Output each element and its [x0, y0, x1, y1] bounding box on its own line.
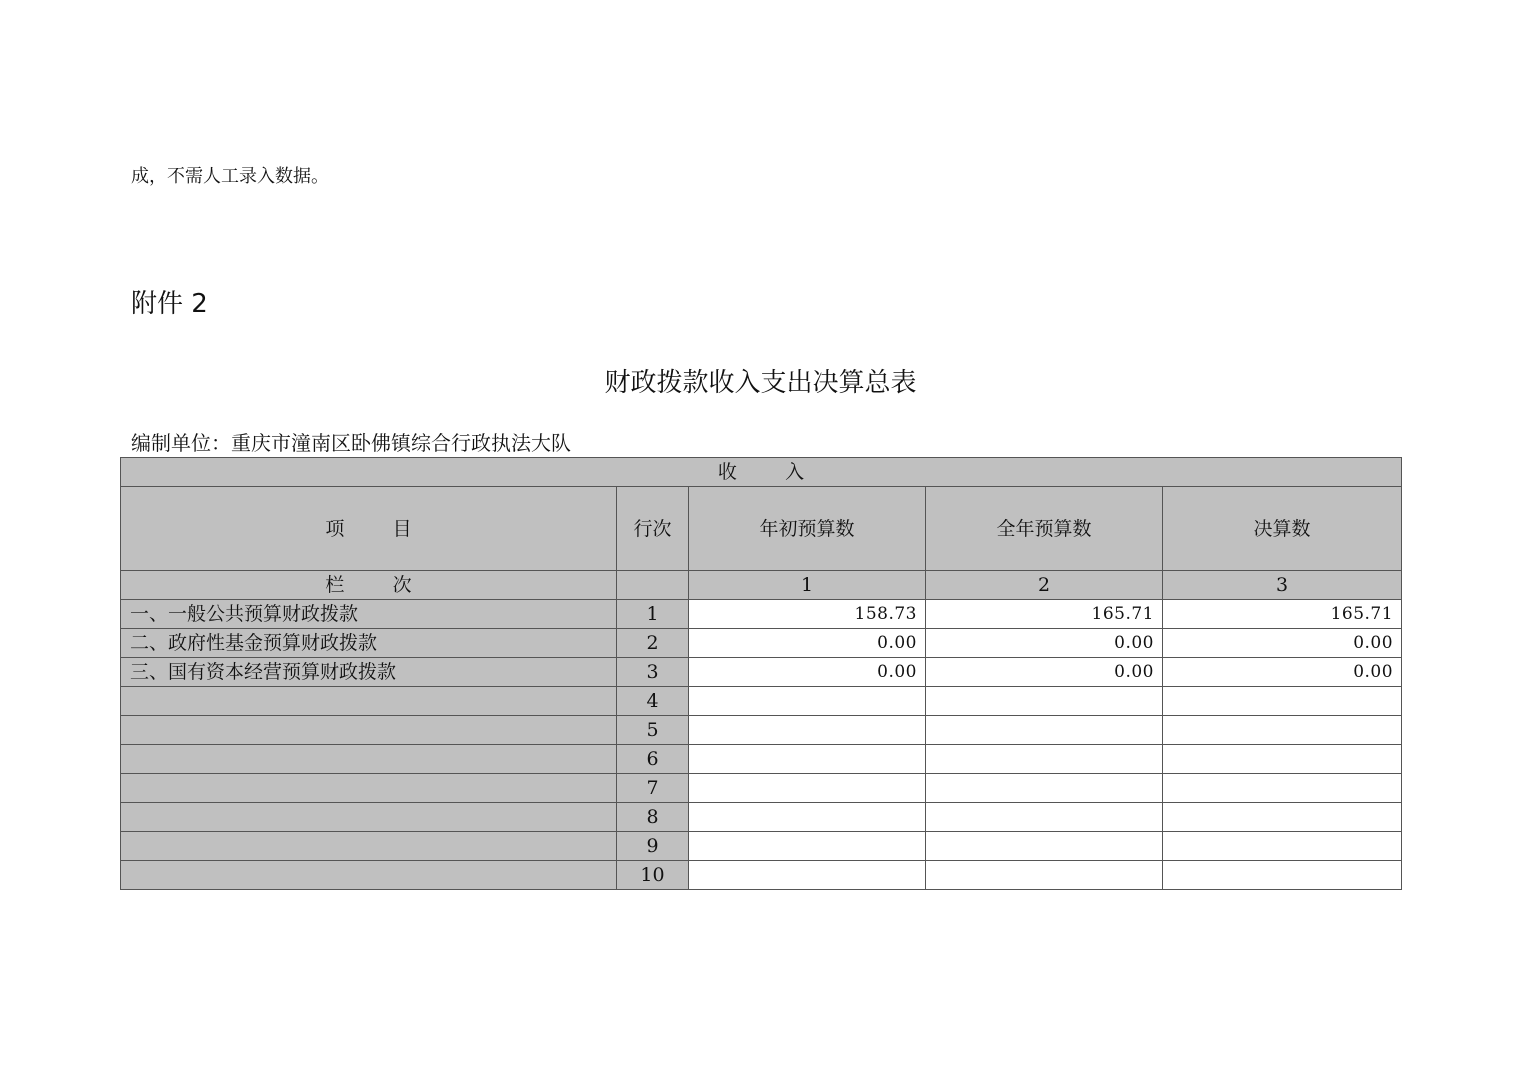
row-annual-budget-cell	[926, 774, 1163, 803]
row-final-accounts-cell: 0.00	[1163, 658, 1402, 687]
row-initial-budget-cell	[689, 803, 926, 832]
row-item-cell	[121, 716, 617, 745]
row-initial-budget-cell	[689, 716, 926, 745]
row-initial-budget-cell	[689, 687, 926, 716]
row-annual-budget-cell	[926, 716, 1163, 745]
row-annual-budget-cell: 0.00	[926, 629, 1163, 658]
section-header-income: 收 入	[121, 458, 1402, 487]
row-initial-budget-cell	[689, 861, 926, 890]
row-initial-budget-cell	[689, 745, 926, 774]
col-index-1: 1	[689, 571, 926, 600]
table-row	[121, 774, 1402, 803]
row-final-accounts-cell	[1163, 687, 1402, 716]
section-header-row	[121, 458, 1402, 487]
row-number-cell: 1	[617, 600, 689, 629]
row-final-accounts-cell: 165.71	[1163, 600, 1402, 629]
col-header-final-accounts: 决算数	[1163, 487, 1402, 571]
row-initial-budget-cell	[689, 832, 926, 861]
table-row	[121, 629, 1402, 658]
row-item-cell	[121, 687, 617, 716]
column-index-row	[121, 571, 1402, 600]
org-unit-line: 编制单位：重庆市潼南区卧佛镇综合行政执法大队	[131, 431, 571, 455]
row-number-cell: 3	[617, 658, 689, 687]
row-annual-budget-cell	[926, 745, 1163, 774]
row-number-cell: 8	[617, 803, 689, 832]
row-annual-budget-cell: 165.71	[926, 600, 1163, 629]
row-final-accounts-cell	[1163, 861, 1402, 890]
row-item-cell	[121, 774, 617, 803]
col-index-label: 栏 次	[121, 571, 617, 600]
table-row	[121, 658, 1402, 687]
row-item-cell: 二、政府性基金预算财政拨款	[121, 629, 617, 658]
row-item-cell	[121, 832, 617, 861]
row-annual-budget-cell: 0.00	[926, 658, 1163, 687]
row-final-accounts-cell	[1163, 832, 1402, 861]
row-initial-budget-cell: 158.73	[689, 600, 926, 629]
row-item-cell: 三、国有资本经营预算财政拨款	[121, 658, 617, 687]
row-final-accounts-cell	[1163, 716, 1402, 745]
row-item-cell: 一、一般公共预算财政拨款	[121, 600, 617, 629]
row-final-accounts-cell: 0.00	[1163, 629, 1402, 658]
page-title: 财政拨款收入支出决算总表	[604, 368, 917, 398]
table-row	[121, 716, 1402, 745]
table-row	[121, 803, 1402, 832]
row-number-cell: 7	[617, 774, 689, 803]
row-annual-budget-cell	[926, 861, 1163, 890]
row-number-cell: 2	[617, 629, 689, 658]
row-initial-budget-cell: 0.00	[689, 629, 926, 658]
table-row	[121, 832, 1402, 861]
row-number-cell: 4	[617, 687, 689, 716]
intro-text: 成，不需人工录入数据。	[131, 166, 329, 187]
table-row	[121, 745, 1402, 774]
col-header-initial-budget: 年初预算数	[689, 487, 926, 571]
column-header-row	[121, 487, 1402, 571]
col-index-row-no	[617, 571, 689, 600]
attachment-label: 附件 2	[131, 289, 208, 319]
row-item-cell	[121, 745, 617, 774]
col-header-item: 项 目	[121, 487, 617, 571]
row-final-accounts-cell	[1163, 803, 1402, 832]
row-number-cell: 9	[617, 832, 689, 861]
row-number-cell: 10	[617, 861, 689, 890]
table-row	[121, 687, 1402, 716]
row-number-cell: 6	[617, 745, 689, 774]
col-header-row-no: 行次	[617, 487, 689, 571]
row-annual-budget-cell	[926, 687, 1163, 716]
row-annual-budget-cell	[926, 803, 1163, 832]
row-number-cell: 5	[617, 716, 689, 745]
col-header-annual-budget: 全年预算数	[926, 487, 1163, 571]
table-row	[121, 861, 1402, 890]
row-initial-budget-cell: 0.00	[689, 658, 926, 687]
row-item-cell	[121, 861, 617, 890]
financial-summary-table	[120, 457, 1402, 890]
row-final-accounts-cell	[1163, 745, 1402, 774]
row-annual-budget-cell	[926, 832, 1163, 861]
row-item-cell	[121, 803, 617, 832]
table-row	[121, 600, 1402, 629]
row-initial-budget-cell	[689, 774, 926, 803]
col-index-2: 2	[926, 571, 1163, 600]
row-final-accounts-cell	[1163, 774, 1402, 803]
col-index-3: 3	[1163, 571, 1402, 600]
